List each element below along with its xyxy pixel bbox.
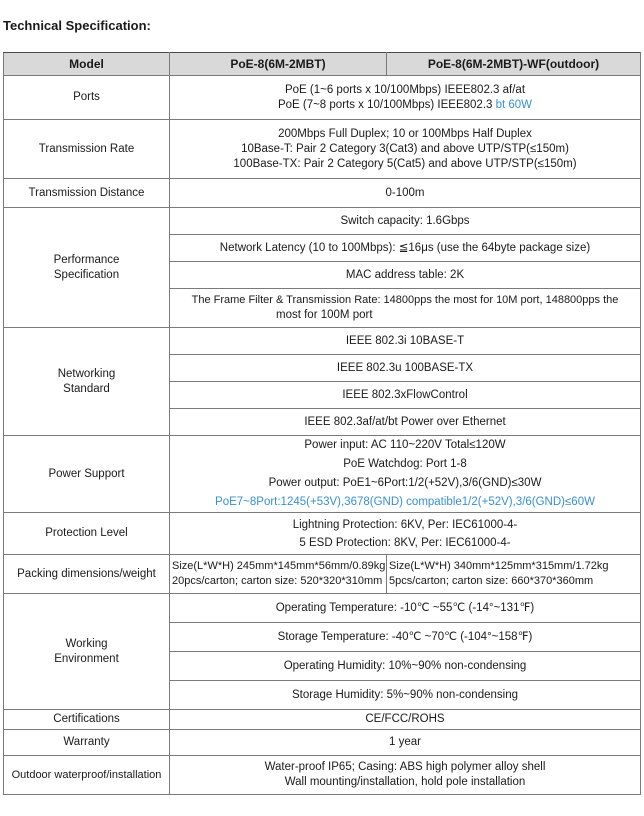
table-row [4, 730, 641, 756]
row-label-networking [4, 328, 170, 436]
outdoor-line2: Wall mounting/installation, hold pole installation [284, 776, 526, 788]
ports-line2-text: PoE (7~8 ports x 10/100Mbps) IEEE802.3 [277, 98, 496, 111]
protection-line2: 5 ESD Protection: 8KV, Per: IEC61000-4- [299, 536, 511, 549]
operating-humidity: Operating Humidity: 10%~90% non-condensing [170, 652, 641, 681]
networking-label-line1: Networking [57, 367, 116, 380]
row-label-environment [4, 594, 170, 710]
mac-address-table: MAC address table: 2K [170, 262, 641, 289]
outdoor-line1: Water-proof IP65; Casing: ABS high polymer alloy shell [264, 761, 546, 773]
networking-item: IEEE 802.3i 10BASE-T [170, 328, 641, 355]
row-label-certifications: Certifications [4, 710, 170, 730]
transmission-rate-line3: 100Base-TX: Pair 2 Category 5(Cat5) and above UTP/STP(≤150m) [233, 157, 577, 170]
row-label-warranty: Warranty [4, 730, 170, 756]
row-label-protection: Protection Level [4, 513, 170, 555]
ports-line2-highlight: bt 60W [495, 98, 533, 111]
power-output-blue: PoE7~8Port:1245(+53V),3678(GND) compatible1/2(+52V),3/6(GND)≤60W [170, 493, 641, 513]
table-row [4, 594, 641, 623]
row-label-performance [4, 208, 170, 328]
header-row [4, 53, 641, 76]
frame-filter-line1: The Frame Filter & Transmission Rate: 14800pps the most for 10M port, 148800pps the [191, 294, 619, 306]
row-label-transmission-rate: Transmission Rate [4, 120, 170, 179]
networking-item: IEEE 802.3xFlowControl [170, 382, 641, 409]
row-label-outdoor: Outdoor waterproof/installation [4, 756, 170, 795]
networking-item: IEEE 802.3u 100BASE-TX [170, 355, 641, 382]
environment-label-line1: Working [65, 637, 108, 650]
protection-value [170, 513, 641, 555]
header-col1: PoE-8(6M-2MBT) [170, 53, 387, 76]
storage-temperature: Storage Temperature: -40℃ ~70℃ (-104°~158℉) [170, 623, 641, 652]
packing-col1-line2: 20pcs/carton; carton size: 520*320*310mm [172, 575, 383, 587]
table-row [4, 208, 641, 235]
power-input: Power input: AC 110~220V Total≤120W [170, 436, 641, 456]
table-row [4, 710, 641, 730]
protection-line1: Lightning Protection: 6KV, Per: IEC61000-4- [292, 518, 518, 531]
networking-item: IEEE 802.3af/at/bt Power over Ethernet [170, 409, 641, 436]
frame-filter [170, 289, 641, 328]
packing-col1 [170, 555, 387, 594]
table-row [4, 555, 641, 594]
table-row [4, 436, 641, 456]
packing-col2-line1: Size(L*W*H) 340mm*125mm*315mm/1.72kg [389, 560, 609, 572]
row-label-ports: Ports [4, 76, 170, 120]
packing-col2 [387, 555, 641, 594]
table-row [4, 179, 641, 208]
warranty-value: 1 year [170, 730, 641, 756]
transmission-rate-line2: 10Base-T: Pair 2 Category 3(Cat3) and above UTP/STP(≤150m) [241, 142, 569, 155]
table-row [4, 120, 641, 179]
table-row [4, 513, 641, 555]
packing-col1-line1: Size(L*W*H) 245mm*145mm*56mm/0.89kg [172, 560, 386, 572]
performance-label-line2: Specification [53, 268, 120, 281]
page-title: Technical Specification: [3, 18, 151, 33]
table-row [4, 76, 641, 120]
performance-label-line1: Performance [53, 253, 120, 266]
certifications-value: CE/FCC/ROHS [170, 710, 641, 730]
ports-value [170, 76, 641, 120]
table-row [4, 328, 641, 355]
table-row [4, 756, 641, 795]
power-output: Power output: PoE1~6Port:1/2(+52V),3/6(GND)≤30W [170, 474, 641, 493]
ports-line1: PoE (1~6 ports x 10/100Mbps) IEEE802.3 af/at [284, 83, 526, 96]
spec-table [3, 52, 641, 795]
transmission-rate-line1: 200Mbps Full Duplex; 10 or 100Mbps Half Duplex [278, 127, 532, 140]
row-label-packing: Packing dimensions/weight [4, 555, 170, 594]
poe-watchdog: PoE Watchdog: Port 1-8 [170, 455, 641, 474]
switch-capacity: Switch capacity: 1.6Gbps [170, 208, 641, 235]
frame-filter-line2: most for 100M port [276, 309, 373, 321]
storage-humidity: Storage Humidity: 5%~90% non-condensing [170, 681, 641, 710]
transmission-distance-value: 0-100m [170, 179, 641, 208]
header-model: Model [4, 53, 170, 76]
transmission-rate-value [170, 120, 641, 179]
networking-label-line2: Standard [63, 382, 110, 395]
network-latency: Network Latency (10 to 100Mbps): ≦16μs (use the 64byte package size) [170, 235, 641, 262]
row-label-transmission-distance: Transmission Distance [4, 179, 170, 208]
operating-temperature: Operating Temperature: -10℃ ~55℃ (-14°~131℉) [170, 594, 641, 623]
ports-line2 [172, 98, 638, 113]
header-col2: PoE-8(6M-2MBT)-WF(outdoor) [387, 53, 641, 76]
packing-col2-line2: 5pcs/carton; carton size: 660*370*360mm [389, 575, 594, 587]
row-label-power: Power Support [4, 436, 170, 513]
environment-label-line2: Environment [54, 652, 119, 665]
outdoor-value [170, 756, 641, 795]
